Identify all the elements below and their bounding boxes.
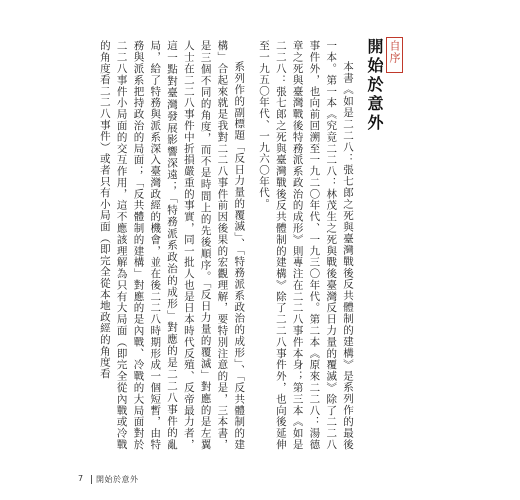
preface-label: 自序 — [388, 40, 401, 64]
page-number: 7 — [78, 474, 84, 483]
body-text — [84, 40, 356, 450]
footer-divider — [91, 475, 92, 484]
chapter-title: 開始於意外 — [365, 38, 384, 133]
paragraph-1: 本書《如是二二八：張七郎之死與臺灣戰後反共體制的建構》是系列作的最後一本。第一本《究竟二二八：林茂生之死與戰後臺灣反日力量的覆滅》除了二二八事件外，也向前回溯至一九二〇年代、一九三〇年代。第二本《原來二二八：湯德章之死與臺灣戰後特務派系政治的成形》則專注在二二八事件本身；第三本《如是二二八：張七郎之死與臺灣戰後反共體制的建構》除了二二八事件外，也向後延伸至一九五〇年代、一九六〇年代。 — [258, 40, 354, 450]
running-head: 開始於意外 — [96, 475, 139, 484]
paragraph-2: 系列作的副標題「反日力量的覆滅」、「特務派系政治的成形」、「反共體制的建構」合起來就是我對二二八事件前因後果的宏觀理解，要特別注意的是，三本書，是三個不同的角度，而不是時間上的先後順序。「反日力量的覆滅」對應的是左翼人士在二二八事件中折損嚴重的事實，同一批人也是日本時代反殖、反帝最力者，這一點對臺灣發展影響深遠；「特務派系政治的成形」對應的是二二八事件的亂局，給了特務與派系深入臺灣政經的機會，並在後二二八時期形成一個短暫，由特務與派系把持政治的局面；「反共體制的建構」對應的是內戰、冷戰的大局面對於二二八事件小局面的交互作用，這不應該理解為只有大局面（即完全從內戰或冷戰的角度看二二八事件）或者只有小局面（即完全從本地政經的角度看 — [98, 40, 246, 450]
